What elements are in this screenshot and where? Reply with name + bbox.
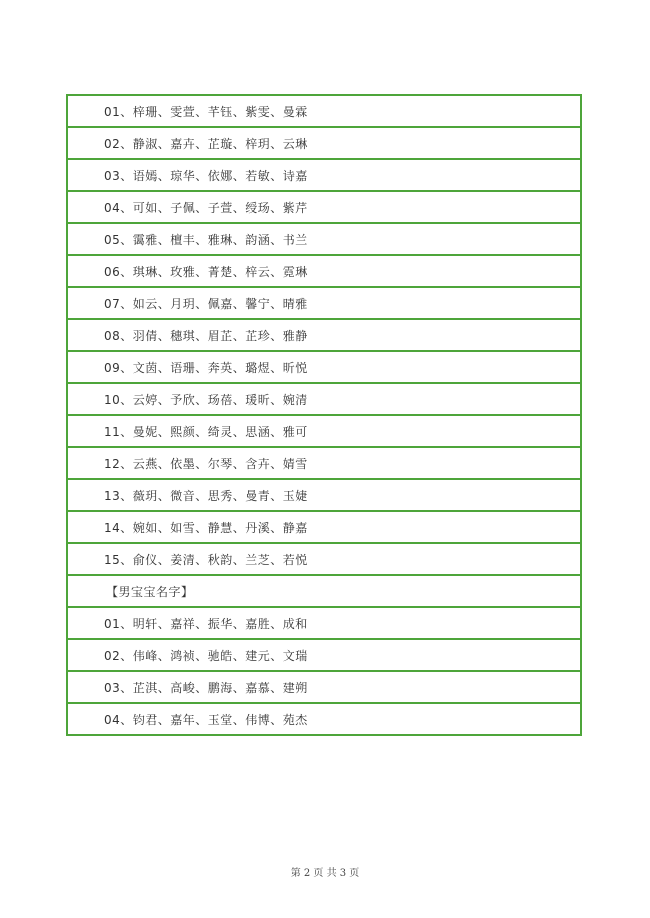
name-list-row: [67, 511, 581, 543]
name-list-row: [67, 671, 581, 703]
name-list-item-text: 02、伟峰、鸿祯、驰皓、建元、文瑞: [67, 639, 581, 671]
name-list-item-text: 02、静淑、嘉卉、芷璇、梓玥、云琳: [67, 127, 581, 159]
name-list-row: [67, 351, 581, 383]
name-list-row: [67, 319, 581, 351]
section-header-row: [67, 575, 581, 607]
name-list-row: [67, 191, 581, 223]
name-list-item-text: 08、羽倩、穗琪、眉芷、芷珍、雅静: [67, 319, 581, 351]
name-list-row: [67, 639, 581, 671]
name-list-table: [66, 94, 582, 736]
name-list-item-text: 06、琪琳、玫雅、菁楚、梓云、霓琳: [67, 255, 581, 287]
name-list-item-text: 03、芷淇、高峻、鹏海、嘉慕、建朔: [67, 671, 581, 703]
name-list-body: [67, 95, 581, 735]
name-list-item-text: 05、霭雅、檀丰、雅琳、韵涵、书兰: [67, 223, 581, 255]
page-footer: 第 2 页 共 3 页: [290, 868, 360, 879]
name-list-item-text: 03、语嫣、琼华、依娜、若敏、诗嘉: [67, 159, 581, 191]
name-list-row: [67, 95, 581, 127]
section-header-text: 【男宝宝名字】: [67, 575, 581, 607]
name-list-row: [67, 159, 581, 191]
name-list-row: [67, 479, 581, 511]
name-list-item-text: 15、俞仪、姜清、秋韵、兰芝、若悦: [67, 543, 581, 575]
name-list-row: [67, 127, 581, 159]
name-list-item-text: 11、曼妮、熙颜、绮灵、思涵、雅可: [67, 415, 581, 447]
name-list-row: [67, 543, 581, 575]
name-list-row: [67, 607, 581, 639]
name-list-item-text: 09、文茵、语珊、奔英、璐煜、昕悦: [67, 351, 581, 383]
name-list-item-text: 12、云燕、依墨、尔琴、含卉、婧雪: [67, 447, 581, 479]
name-list-row: [67, 223, 581, 255]
name-list-item-text: 01、明轩、嘉祥、振华、嘉胜、成和: [67, 607, 581, 639]
name-list-row: [67, 447, 581, 479]
name-list-row: [67, 703, 581, 735]
name-list-row: [67, 415, 581, 447]
name-list-item-text: 04、钧君、嘉年、玉堂、伟博、苑杰: [67, 703, 581, 735]
name-list-item-text: 13、薇玥、微音、思秀、曼青、玉婕: [67, 479, 581, 511]
name-list-row: [67, 255, 581, 287]
name-list-row: [67, 383, 581, 415]
name-list-item-text: 14、婉如、如雪、静慧、丹溪、静嘉: [67, 511, 581, 543]
name-list-item-text: 01、梓珊、雯萱、芊钰、紫雯、曼霖: [67, 95, 581, 127]
name-list-item-text: 04、可如、子佩、子萱、绶玚、紫芹: [67, 191, 581, 223]
name-list-item-text: 07、如云、月玥、佩嘉、馨宁、晴雅: [67, 287, 581, 319]
name-list-item-text: 10、云婷、予欣、玚蓓、瑗昕、婉清: [67, 383, 581, 415]
name-list-row: [67, 287, 581, 319]
